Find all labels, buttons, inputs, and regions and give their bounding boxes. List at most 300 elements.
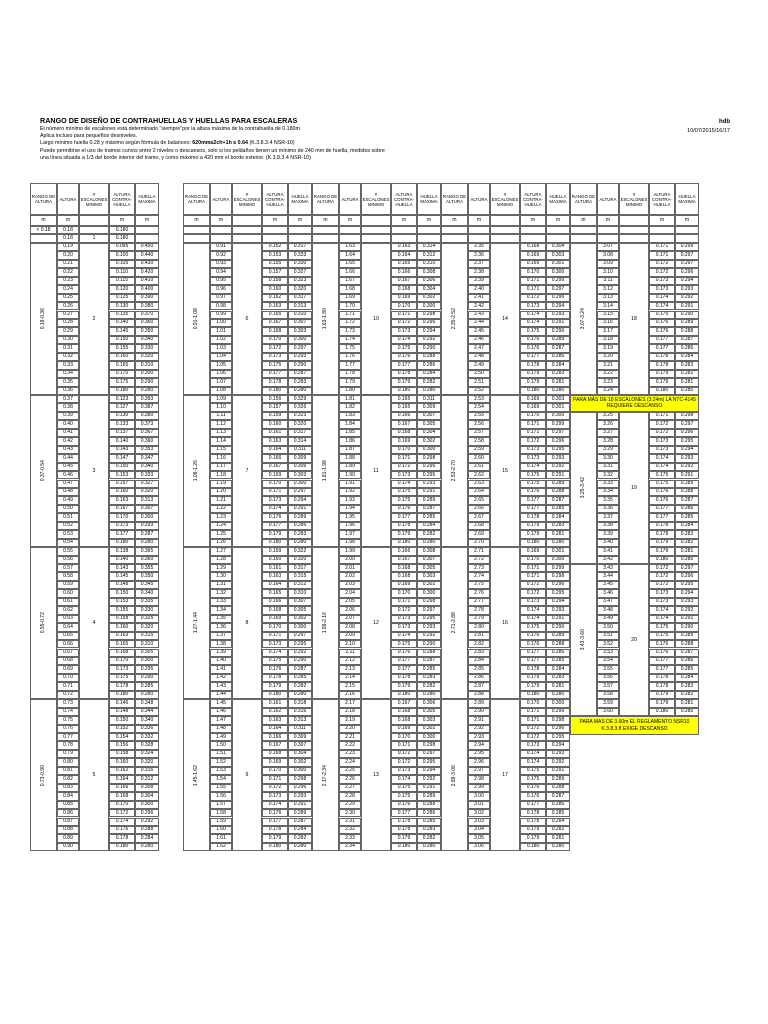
riser-cell: 0.167 (391, 277, 417, 285)
height-cell: 3.36 (597, 505, 619, 513)
tread-cell: 0.289 (288, 809, 312, 817)
riser-cell: 0.168 (262, 606, 288, 614)
column-header: # ESCALONES MINIMO (232, 183, 262, 215)
riser-cell: 0.170 (391, 733, 417, 741)
height-cell: 2.08 (339, 623, 361, 631)
height-cell: 1.00 (210, 319, 232, 327)
tread-cell: 0.308 (417, 268, 441, 276)
empty-cell (210, 234, 232, 242)
tread-cell: 0.298 (546, 716, 570, 724)
tread-cell: 0.330 (135, 344, 159, 352)
tread-cell: 0.353 (135, 446, 159, 454)
tread-cell: 0.282 (675, 539, 699, 547)
height-cell: 1.89 (339, 463, 361, 471)
height-cell: 3.19 (597, 344, 619, 352)
height-cell: 2.30 (339, 809, 361, 817)
unit-cell: m (570, 215, 597, 226)
tread-cell: 0.370 (135, 311, 159, 319)
empty-cell (288, 234, 312, 242)
tread-cell: 0.289 (546, 336, 570, 344)
column-header: ALTURA CONTRA-HUELLA (109, 183, 135, 215)
height-cell: 1.94 (339, 505, 361, 513)
tread-cell: 0.296 (288, 784, 312, 792)
height-cell: 2.43 (468, 311, 490, 319)
range-label-text: 1.09-1.26 (192, 460, 199, 482)
riser-cell: 0.173 (391, 615, 417, 623)
riser-cell: 0.179 (262, 530, 288, 538)
tread-cell: 0.285 (675, 513, 699, 521)
tread-cell: 0.410 (135, 277, 159, 285)
unit-cell (490, 215, 520, 226)
height-cell: 1.79 (339, 378, 361, 386)
riser-cell: 0.162 (262, 294, 288, 302)
range-label-text: 1.45-1.62 (192, 764, 199, 786)
riser-cell: 0.177 (520, 505, 546, 513)
tread-cell: 0.294 (546, 302, 570, 310)
tread-cell: 0.293 (417, 480, 441, 488)
height-cell: 2.52 (468, 387, 490, 395)
riser-cell: 0.174 (391, 775, 417, 783)
tread-cell: 0.288 (417, 801, 441, 809)
tread-cell: 0.297 (288, 344, 312, 352)
riser-cell: 0.161 (262, 699, 288, 707)
riser-cell: 0.177 (649, 505, 675, 513)
riser-cell: 0.177 (649, 665, 675, 673)
range-label-text: 2.17-2.34 (321, 764, 328, 786)
tread-cell: 0.284 (417, 522, 441, 530)
tread-cell: 0.325 (135, 615, 159, 623)
riser-cell: 0.127 (109, 403, 135, 411)
riser-cell: 0.173 (520, 302, 546, 310)
height-cell: 0.90 (57, 843, 79, 851)
tread-cell: 0.288 (675, 488, 699, 496)
height-cell: 2.51 (468, 378, 490, 386)
tread-cell: 0.317 (288, 294, 312, 302)
tread-cell: 0.295 (417, 471, 441, 479)
tread-cell: 0.280 (417, 539, 441, 547)
riser-cell: 0.165 (262, 311, 288, 319)
column-header: ALTURA (597, 183, 619, 215)
column-header: HUELLA MAXIMA (417, 183, 441, 215)
height-cell: 1.18 (210, 471, 232, 479)
height-cell: 2.82 (468, 640, 490, 648)
riser-cell: 0.175 (262, 657, 288, 665)
range-label-text: 3.07-3.24 (579, 308, 586, 330)
riser-cell: 0.171 (649, 251, 675, 259)
riser-cell: 0.174 (520, 311, 546, 319)
height-cell: 1.25 (210, 530, 232, 538)
tread-cell: 0.303 (546, 395, 570, 403)
height-cell: 1.67 (339, 277, 361, 285)
riser-cell: 0.173 (391, 767, 417, 775)
height-cell: 3.58 (597, 691, 619, 699)
tread-cell: 0.280 (417, 843, 441, 851)
tread-cell: 0.285 (135, 682, 159, 690)
steps-cell (79, 226, 109, 234)
height-cell: 3.02 (468, 809, 490, 817)
min-steps-count: 3 (79, 395, 109, 547)
tread-cell: 0.287 (417, 657, 441, 665)
height-cell: 2.12 (339, 657, 361, 665)
riser-cell: 0.167 (262, 319, 288, 327)
height-cell: 3.24 (597, 387, 619, 395)
tread-cell: 0.292 (675, 606, 699, 614)
height-cell: 0.79 (57, 750, 79, 758)
riser-cell: 0.167 (391, 699, 417, 707)
height-cell: 1.38 (210, 640, 232, 648)
tread-cell: 0.290 (546, 327, 570, 335)
height-cell: 2.25 (339, 767, 361, 775)
height-cell: 2.22 (339, 741, 361, 749)
height-cell: 3.54 (597, 657, 619, 665)
tread-cell: 0.300 (417, 446, 441, 454)
height-cell: 0.21 (57, 260, 79, 268)
empty-cell (675, 234, 699, 242)
height-cell: 0.74 (57, 708, 79, 716)
height-cell: 0.93 (210, 260, 232, 268)
height-cell: 0.45 (57, 463, 79, 471)
empty-cell (288, 226, 312, 234)
riser-cell: 0.165 (109, 640, 135, 648)
tread-cell: 0.300 (546, 412, 570, 420)
tread-cell: 0.287 (675, 496, 699, 504)
empty-cell (649, 234, 675, 242)
tread-cell: 0.300 (417, 589, 441, 597)
height-cell: 3.07 (597, 243, 619, 251)
tread-cell: 0.307 (135, 505, 159, 513)
empty-cell (675, 226, 699, 234)
riser-cell: 0.178 (649, 682, 675, 690)
height-cell: 2.58 (468, 437, 490, 445)
riser-cell: 0.168 (391, 708, 417, 716)
range-label (570, 564, 597, 716)
tread-cell: 0.285 (417, 513, 441, 521)
height-cell: 2.19 (339, 716, 361, 724)
height-cell: 3.48 (597, 606, 619, 614)
tread-cell: 0.282 (417, 530, 441, 538)
riser-cell: 0.178 (391, 522, 417, 530)
height-cell: 2.92 (468, 725, 490, 733)
riser-cell: 0.180 (520, 539, 546, 547)
tread-cell: 0.300 (417, 733, 441, 741)
height-cell: 2.49 (468, 361, 490, 369)
tread-cell: 0.301 (546, 403, 570, 411)
height-cell: 0.69 (57, 665, 79, 673)
height-cell: 2.14 (339, 674, 361, 682)
height-cell: 0.62 (57, 606, 79, 614)
range-label (183, 699, 210, 851)
tread-cell: 0.313 (135, 496, 159, 504)
riser-cell: 0.178 (520, 809, 546, 817)
tread-cell: 0.291 (417, 488, 441, 496)
height-cell: 1.40 (210, 657, 232, 665)
tread-cell: 0.298 (417, 454, 441, 462)
tread-cell: 0.287 (288, 370, 312, 378)
tread-cell: 0.287 (546, 792, 570, 800)
tread-cell: 0.283 (546, 522, 570, 530)
tread-cell: 0.347 (135, 454, 159, 462)
range-label-text: 1.81-1.98 (321, 460, 328, 482)
tread-cell: 0.304 (546, 243, 570, 251)
tread-cell: 0.302 (417, 294, 441, 302)
tread-cell: 0.296 (675, 572, 699, 580)
tread-cell: 0.390 (135, 294, 159, 302)
tread-cell: 0.293 (288, 792, 312, 800)
height-cell: 0.84 (57, 792, 79, 800)
height-cell: 1.44 (210, 691, 232, 699)
tread-cell: 0.280 (675, 387, 699, 395)
tread-cell: 0.296 (546, 581, 570, 589)
height-cell: 0.39 (57, 412, 79, 420)
height-cell: 0.83 (57, 784, 79, 792)
empty-cell (520, 226, 546, 234)
height-cell: 0.23 (57, 277, 79, 285)
unit-cell: m (109, 215, 135, 226)
riser-cell: 0.180 (109, 843, 135, 851)
height-cell: 3.37 (597, 513, 619, 521)
height-cell: 0.75 (57, 716, 79, 724)
unit-cell: m (312, 215, 339, 226)
empty-cell (441, 234, 468, 242)
height-cell: 0.40 (57, 420, 79, 428)
tread-cell: 0.302 (417, 437, 441, 445)
riser-cell: 0.176 (649, 327, 675, 335)
height-cell: 1.98 (339, 539, 361, 547)
column-header: RANGO DE ALTURA (441, 183, 468, 215)
riser-cell: 0.173 (391, 327, 417, 335)
riser-cell: 0.175 (520, 775, 546, 783)
tread-cell: 0.450 (135, 243, 159, 251)
riser-cell: 0.168 (391, 429, 417, 437)
riser-cell: 0.170 (520, 268, 546, 276)
height-cell: 1.51 (210, 750, 232, 758)
tread-cell: 0.344 (135, 708, 159, 716)
tread-cell: 0.314 (417, 243, 441, 251)
riser-cell: 0.176 (520, 640, 546, 648)
column-header: # ESCALONES MINIMO (361, 183, 391, 215)
height-cell: 2.81 (468, 632, 490, 640)
height-cell: 3.53 (597, 649, 619, 657)
tread-cell: 0.297 (288, 632, 312, 640)
tread-cell: 0.310 (288, 311, 312, 319)
empty-cell (441, 226, 468, 234)
riser-cell: 0.176 (649, 640, 675, 648)
riser-cell: 0.133 (109, 420, 135, 428)
tread-cell: 0.340 (135, 589, 159, 597)
column-header: RANGO DE ALTURA (312, 183, 339, 215)
tread-cell: 0.360 (135, 437, 159, 445)
riser-cell: 0.168 (391, 564, 417, 572)
riser-cell: 0.146 (109, 699, 135, 707)
riser-cell: 0.172 (649, 564, 675, 572)
height-cell: 1.03 (210, 344, 232, 352)
riser-cell: 0.170 (520, 556, 546, 564)
riser-cell: 0.179 (262, 834, 288, 842)
tread-cell: 0.291 (546, 319, 570, 327)
riser-cell: 0.170 (109, 657, 135, 665)
riser-cell: 0.172 (520, 294, 546, 302)
tread-cell: 0.283 (675, 361, 699, 369)
riser-cell: 0.172 (520, 733, 546, 741)
range-label-text: 0.55-0.72 (39, 612, 46, 634)
range-label (312, 395, 339, 547)
tread-cell: 0.317 (288, 243, 312, 251)
tread-cell: 0.295 (417, 615, 441, 623)
tread-cell: 0.312 (417, 251, 441, 259)
tread-cell (135, 226, 159, 234)
tread-cell: 0.286 (288, 522, 312, 530)
tread-cell: 0.294 (288, 496, 312, 504)
riser-cell: 0.169 (391, 581, 417, 589)
riser-cell: 0.177 (520, 657, 546, 665)
tread-cell: 0.285 (417, 818, 441, 826)
empty-cell (417, 226, 441, 234)
tread-cell: 0.302 (288, 615, 312, 623)
height-cell: 2.57 (468, 429, 490, 437)
unit-cell: m (417, 215, 441, 226)
column-header: HUELLA MAXIMA (288, 183, 312, 215)
height-cell: 0.41 (57, 429, 79, 437)
riser-cell: 0.130 (109, 302, 135, 310)
tread-cell: 0.296 (675, 268, 699, 276)
riser-cell: 0.167 (262, 463, 288, 471)
tread-cell: 0.282 (288, 682, 312, 690)
tread-cell: 0.303 (417, 716, 441, 724)
riser-cell: 0.160 (109, 623, 135, 631)
height-cell: 2.70 (468, 539, 490, 547)
range-label (570, 412, 597, 564)
riser-cell: 0.145 (109, 327, 135, 335)
tread-cell: 0.335 (135, 598, 159, 606)
height-cell: 2.54 (468, 403, 490, 411)
riser-cell: 0.158 (109, 615, 135, 623)
riser-cell: 0.179 (649, 539, 675, 547)
tread-cell: 0.284 (546, 361, 570, 369)
tread-cell: 0.300 (135, 801, 159, 809)
riser-cell: 0.180 (649, 708, 675, 716)
height-cell: 2.97 (468, 767, 490, 775)
riser-cell: 0.157 (262, 268, 288, 276)
tread-cell: 0.295 (546, 589, 570, 597)
tread-cell: 0.300 (288, 336, 312, 344)
riser-cell: 0.163 (391, 243, 417, 251)
riser-cell: 0.171 (262, 632, 288, 640)
height-cell: 3.03 (468, 818, 490, 826)
min-steps-count: 4 (79, 547, 109, 699)
empty-cell (490, 234, 520, 242)
tread-cell: 0.303 (546, 251, 570, 259)
riser-cell: 0.180 (520, 691, 546, 699)
height-cell: 2.03 (339, 581, 361, 589)
height-cell: 2.42 (468, 302, 490, 310)
tread-cell: 0.287 (546, 496, 570, 504)
tread-cell: 0.327 (135, 480, 159, 488)
riser-cell: 0.180 (391, 539, 417, 547)
riser-cell: 0.180 (262, 691, 288, 699)
riser-cell: 0.168 (391, 572, 417, 580)
height-cell: 0.29 (57, 327, 79, 335)
height-cell: 1.56 (210, 792, 232, 800)
riser-cell: 0.180 (262, 843, 288, 851)
riser-cell: 0.173 (520, 741, 546, 749)
riser-cell: 0.170 (520, 699, 546, 707)
riser-cell: 0.177 (391, 665, 417, 673)
height-cell: 1.26 (210, 539, 232, 547)
height-cell: 2.71 (468, 547, 490, 555)
height-cell: 3.01 (468, 801, 490, 809)
height-cell: 0.97 (210, 294, 232, 302)
range-label (30, 395, 57, 547)
tread-cell: 0.286 (546, 353, 570, 361)
unit-cell: m (183, 215, 210, 226)
unit-cell: m (57, 215, 79, 226)
tread-cell: 0.328 (135, 741, 159, 749)
riser-cell: 0.162 (109, 767, 135, 775)
height-cell: 1.90 (339, 471, 361, 479)
tread-cell: 0.291 (417, 784, 441, 792)
riser-cell: 0.170 (109, 513, 135, 521)
balance-formula: 620mm≤2ch+1h ≤ 0.64 (192, 140, 248, 147)
unit-cell: m (30, 215, 57, 226)
tread-cell: 0.300 (135, 513, 159, 521)
tread-cell: 0.283 (675, 682, 699, 690)
tread-cell: 0.295 (288, 640, 312, 648)
tread-cell: 0.293 (675, 285, 699, 293)
riser-cell: 0.160 (109, 353, 135, 361)
tread-cell: 0.281 (546, 834, 570, 842)
tread-cell: 0.286 (675, 344, 699, 352)
riser-cell: 0.178 (391, 826, 417, 834)
riser-cell: 0.172 (109, 809, 135, 817)
column-header: HUELLA MAXIMA (675, 183, 699, 215)
riser-cell: 0.172 (520, 581, 546, 589)
height-cell: 1.41 (210, 665, 232, 673)
riser-cell: 0.163 (262, 716, 288, 724)
height-cell: 3.52 (597, 640, 619, 648)
riser-cell: 0.172 (391, 606, 417, 614)
height-cell: 1.35 (210, 615, 232, 623)
riser-cell: 0.176 (649, 319, 675, 327)
height-cell: 0.91 (210, 243, 232, 251)
riser-cell: 0.174 (109, 818, 135, 826)
formula-ref: (K.3.8.3.4 NSR-10) (247, 140, 295, 147)
tread-cell: 0.282 (546, 826, 570, 834)
riser-cell: 0.175 (391, 784, 417, 792)
tread-cell: 0.300 (546, 699, 570, 707)
tread-cell: 0.295 (675, 581, 699, 589)
height-cell: 1.42 (210, 674, 232, 682)
riser-cell: 0.156 (262, 395, 288, 403)
tread-cell: 0.291 (288, 801, 312, 809)
tread-cell: 0.430 (135, 260, 159, 268)
tread-cell: 0.311 (288, 725, 312, 733)
unit-cell: m (288, 215, 312, 226)
empty-cell (312, 234, 339, 242)
height-cell: 3.39 (597, 530, 619, 538)
tread-cell: 0.310 (135, 361, 159, 369)
intro-line-1: El número mínimo de escalones está determinado "siempre"por la altura máxima de la contrahuella de 0.180m (40, 126, 300, 132)
riser-cell: 0.174 (520, 319, 546, 327)
empty-cell (520, 234, 546, 242)
riser-cell: 0.171 (520, 285, 546, 293)
riser-cell: 0.178 (649, 674, 675, 682)
riser-cell: 0.166 (262, 454, 288, 462)
height-cell: 3.34 (597, 488, 619, 496)
riser-cell: 0.175 (262, 361, 288, 369)
tread-cell: 0.290 (675, 623, 699, 631)
column-header: RANGO DE ALTURA (570, 183, 597, 215)
tread-cell: 0.302 (417, 581, 441, 589)
